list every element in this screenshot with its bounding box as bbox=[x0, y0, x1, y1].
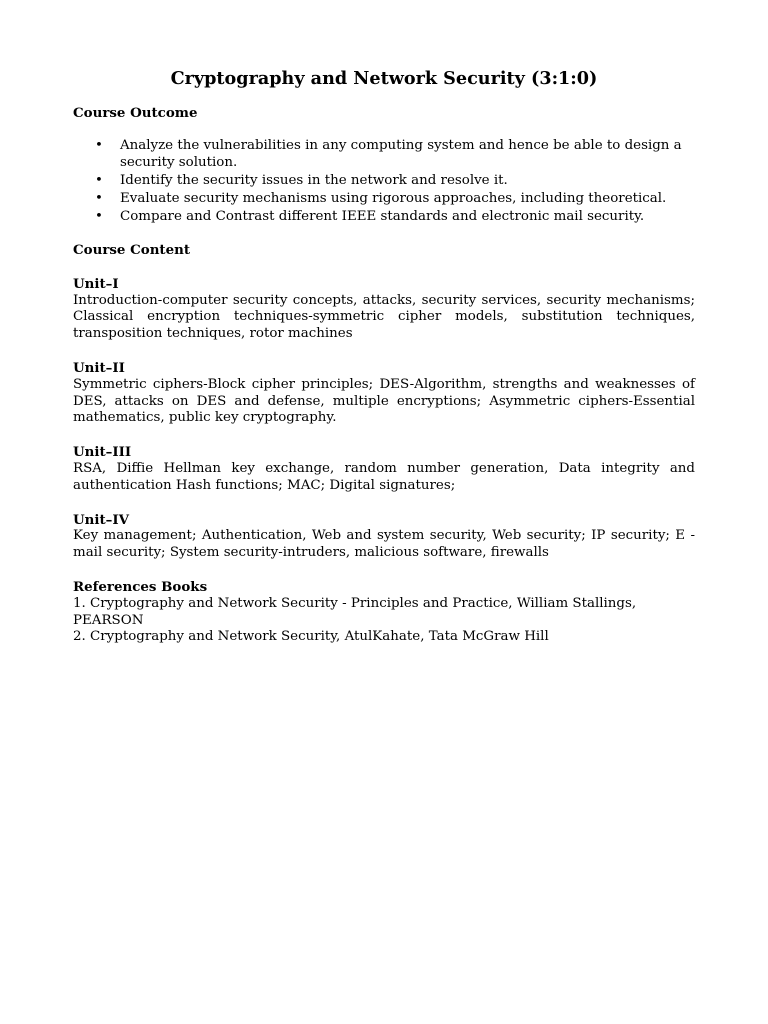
unit-section-3 bbox=[73, 444, 695, 494]
reference-item: 1. Cryptography and Network Security - Principles and Practice, William Stallings, PEARSON bbox=[73, 595, 637, 628]
course-outcome-heading: Course Outcome bbox=[73, 105, 198, 121]
bullet-icon: • bbox=[95, 137, 103, 153]
reference-item: 2. Cryptography and Network Security, AtulKahate, Tata McGraw Hill bbox=[73, 629, 549, 645]
unit-body: RSA, Diffie Hellman key exchange, random number generation, Data integrity and authentication Hash functions; MAC; Digital signatures; bbox=[73, 460, 695, 493]
list-item bbox=[73, 209, 695, 226]
outcome-text: Evaluate security mechanisms using rigorous approaches, including theoretical. bbox=[120, 190, 667, 206]
course-outcome-list bbox=[73, 138, 695, 226]
course-content-heading: Course Content bbox=[73, 241, 191, 258]
outcome-text: Compare and Contrast different IEEE standards and electronic mail security. bbox=[120, 209, 645, 225]
unit-body: Introduction-computer security concepts, attacks, security services, security mechanisms; Classical encryption techniques-symmetric cipher models, substitution techniques, transposition techniques, rotor machines bbox=[73, 292, 695, 342]
bullet-icon: • bbox=[95, 209, 103, 225]
unit-title: Unit–IV bbox=[73, 511, 130, 528]
references-section bbox=[73, 579, 695, 646]
document-title: Cryptography and Network Security (3:1:0) bbox=[170, 68, 598, 89]
references-heading: References Books bbox=[73, 578, 208, 595]
unit-section-4 bbox=[73, 512, 695, 562]
list-item bbox=[73, 191, 695, 208]
list-item bbox=[73, 173, 695, 190]
unit-section-1 bbox=[73, 276, 695, 343]
unit-body: Key management; Authentication, Web and system security, Web security; IP security; E -mail security; System security-intruders, malicious software, firewalls bbox=[73, 528, 695, 561]
list-item bbox=[73, 138, 695, 172]
document-page bbox=[73, 67, 695, 646]
bullet-icon: • bbox=[95, 172, 103, 188]
outcome-text: Analyze the vulnerabilities in any computing system and hence be able to design a security solution. bbox=[120, 137, 682, 170]
bullet-icon: • bbox=[95, 190, 103, 206]
unit-body: Symmetric ciphers-Block cipher principles; DES-Algorithm, strengths and weaknesses of DES, attacks on DES and defense, multiple encryptions; Asymmetric ciphers-Essential mathematics, public key cryptography. bbox=[73, 376, 695, 426]
outcome-text: Identify the security issues in the network and resolve it. bbox=[120, 172, 508, 188]
unit-section-2 bbox=[73, 360, 695, 427]
unit-title: Unit–II bbox=[73, 359, 125, 376]
unit-title: Unit–III bbox=[73, 444, 132, 461]
unit-title: Unit–I bbox=[73, 275, 119, 292]
